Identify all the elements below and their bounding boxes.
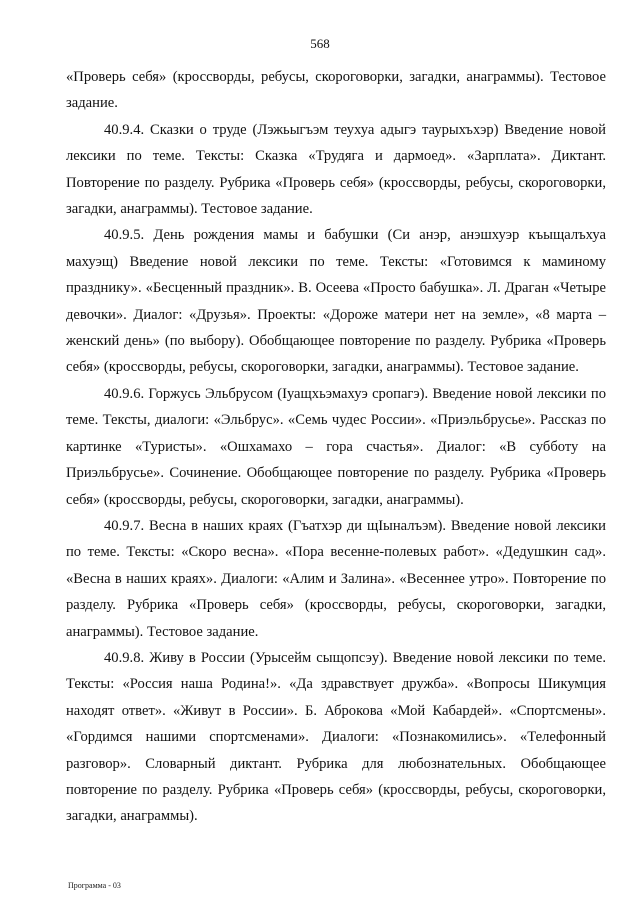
paragraph-continuation: «Проверь себя» (кроссворды, ребусы, скороговорки, загадки, анаграммы). Тестовое задание.: [66, 69, 606, 112]
paragraph-section-40-9-8: 40.9.8. Живу в России (Урысейм сыщопсэу). Введение новой лексики по теме. Тексты: «Россия наша Родина!». «Да здравствует дружба». «Вопросы Шикумция находят ответ». «Живут в России». Б. Аброкова «Мой Кабардей». «Спортсмены». «Гордимся нашими спортсменами». Диалоги: «Познакомились». «Телефонный разговор». Словарный диктант. Рубрика для любознательных. Обобщающее повторение по разделу. Рубрика «Проверь себя» (кроссворды, ребусы, скороговорки, загадки, анаграммы).: [66, 649, 606, 825]
paragraph-section-40-9-7: 40.9.7. Весна в наших краях (Гъатхэр ди щIыналъэм). Введение новой лексики по теме. Тексты: «Скоро весна». «Пора весенне-полевых работ». «Дедушкин сад». «Весна в наших краях». Диалоги: «Алим и Залина». «Весеннее утро». Повторение по разделу. Рубрика «Проверь себя» (кроссворды, ребусы, скороговорки, загадки, анаграммы). Тестовое задание.: [66, 517, 606, 640]
page-number: 568: [310, 36, 330, 51]
page-body: [66, 64, 606, 830]
paragraph-section-40-9-5: 40.9.5. День рождения мамы и бабушки (Си анэр, анэшхуэр къыщалъхуа махуэщ) Введение новой лексики по теме. Тексты: «Готовимся к маминому празднику». «Бесценный праздник». В. Осеева «Просто бабушка». Л. Драган «Четыре девочки». Диалог: «Друзья». Проекты: «Дороже матери нет на земле», «8 марта – женский день» (по выбору). Обобщающее повторение по разделу. Рубрика «Проверь себя» (кроссворды, ребусы, скороговорки, загадки, анаграммы). Тестовое задание.: [66, 227, 606, 376]
page-footer: Программа - 03: [68, 881, 121, 890]
paragraph-section-40-9-6: 40.9.6. Горжусь Эльбрусом (Iуащхьэмахуэ сропагэ). Введение новой лексики по теме. Тексты, диалоги: «Эльбрус». «Семь чудес России». «Приэльбрусье». Рассказ по картинке «Туристы». «Ошхамахо – гора счастья». Диалог: «В субботу на Приэльбрусье». Сочинение. Обобщающее повторение по разделу. Рубрика «Проверь себя» (кроссворды, ребусы, скороговорки, загадки, анаграммы).: [66, 385, 606, 508]
paragraph-section-40-9-4: 40.9.4. Сказки о труде (Лэжьыгъэм теухуа адыгэ таурыхъхэр) Введение новой лексики по теме. Тексты: Сказка «Трудяга и дармоед». «Зарплата». Диктант. Повторение по разделу. Рубрика «Проверь себя» (кроссворды, ребусы, скороговорки, загадки, анаграммы). Тестовое задание.: [66, 121, 606, 218]
